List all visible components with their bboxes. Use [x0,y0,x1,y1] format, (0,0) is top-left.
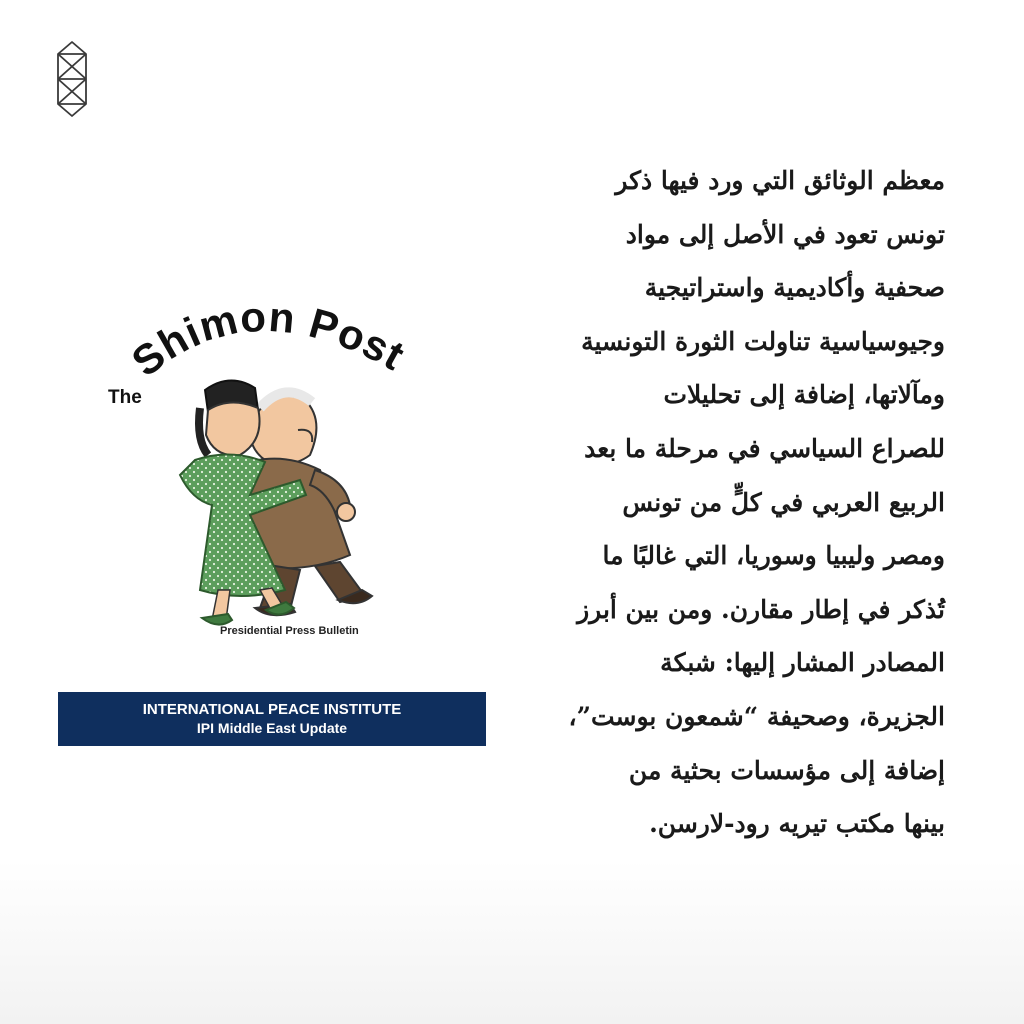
caption-line2: IPI Middle East Update [196,720,348,736]
masthead-subtitle: Presidential Press Bulletin [220,625,359,637]
article-line: ومصر وليبيا وسوريا، التي غالبًا ما [602,541,945,571]
article-line: معظم الوثائق التي ورد فيها ذكر [615,166,945,195]
shimon-post-cartoon [100,290,430,640]
article-line: المصادر المشار إليها: شبكة [660,648,945,678]
article-line: الجزيرة، وصحيفة “شمعون بوست”، [568,701,945,731]
article-line: الربيع العربي في كلٍّ من تونس [622,487,945,517]
article-line: للصراع السياسي في مرحلة ما بعد [584,433,945,463]
article-line: تونس تعود في الأصل إلى مواد [625,219,945,249]
article-text [520,154,945,851]
article-line: بينها مكتب تيريه رود-لارسن. [649,809,945,839]
article-line: صحفية وأكاديمية واستراتيجية [644,273,945,303]
caption-bar [58,692,486,746]
caption-line1: INTERNATIONAL PEACE INSTITUTE [142,701,402,718]
article-line: تُذكر في إطار مقارن. ومن بين أبرز [577,594,945,624]
faceted-hexagon-icon [56,40,88,118]
article-line: ومآلاتها، إضافة إلى تحليلات [663,380,945,410]
masthead-title: Shimon Post [122,292,413,386]
article-line: وجيوسياسية تناولت الثورة التونسية [581,326,945,356]
article-line: إضافة إلى مؤسسات بحثية من [628,755,945,785]
masthead-the: The [108,387,142,408]
